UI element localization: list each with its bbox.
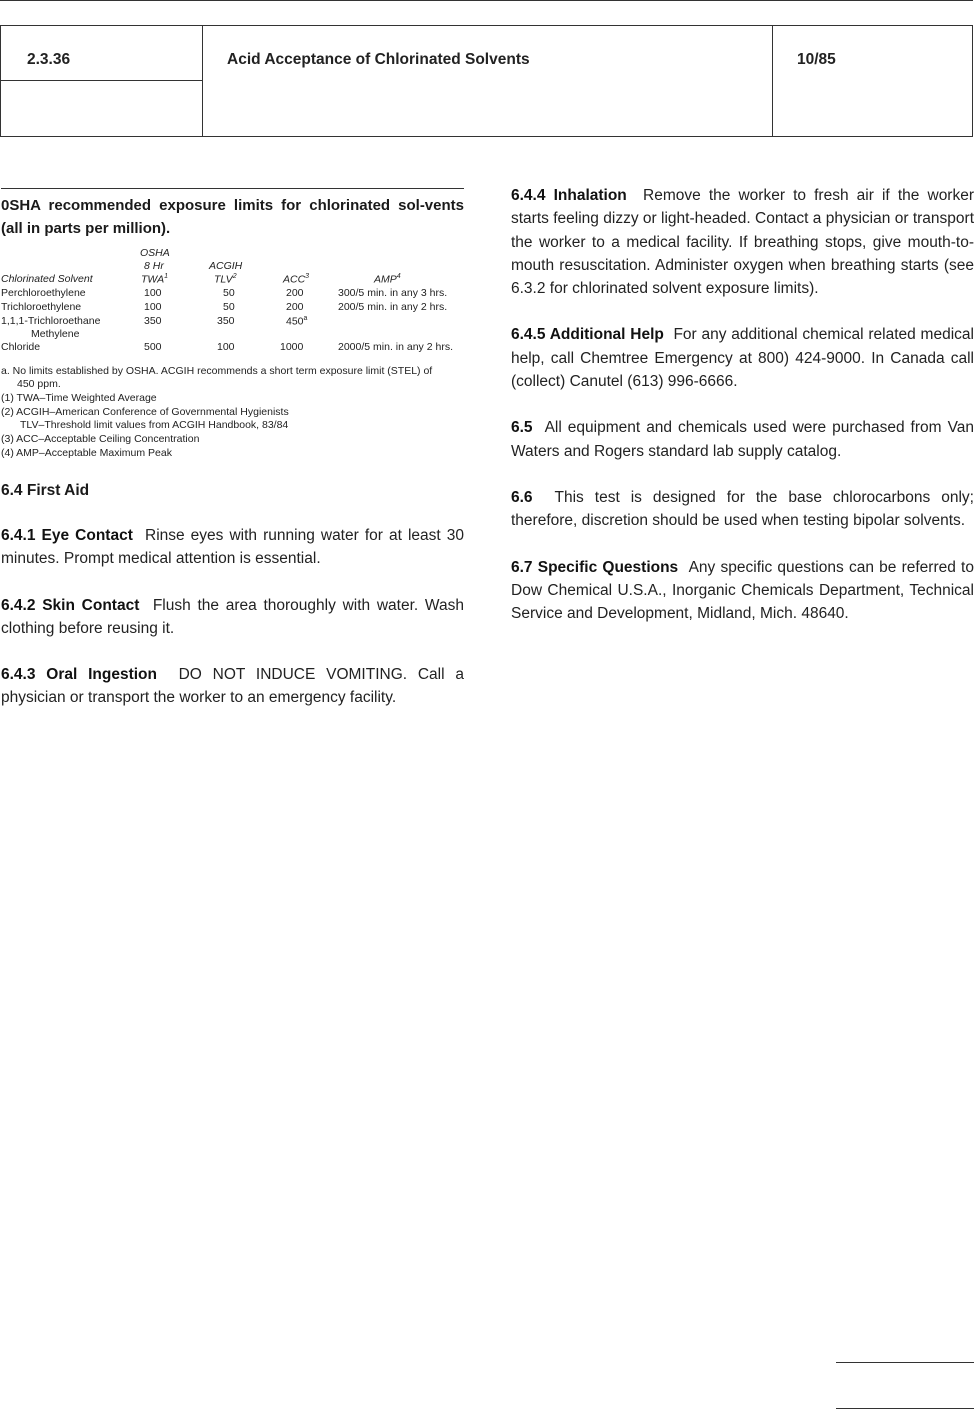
section-6-4-2 — [1, 594, 464, 641]
table-row-3-acc — [286, 315, 307, 328]
section-6-6-label: 6.6 — [511, 488, 533, 506]
table-note-2: (2) ACGIH–American Conference of Governmental Hygienists — [1, 406, 289, 418]
col-osha-line1: OSHA — [140, 247, 170, 259]
section-6-7 — [511, 556, 974, 626]
section-6-4-1-text: Rinse eyes with running water for at least 30 minutes. Prompt medical attention is essential. — [1, 527, 465, 568]
table-row-4-tlv: 100 — [217, 341, 235, 353]
exposure-table — [1, 240, 464, 458]
header-rule-upper — [0, 25, 973, 26]
footer-rule-1 — [836, 1362, 974, 1363]
table-row-1-twa: 100 — [144, 287, 162, 299]
section-6-7-label: 6.7 Specific Questions — [511, 558, 679, 576]
table-row-3-tlv: 350 — [217, 315, 235, 327]
table-note-3: (3) ACC–Acceptable Ceiling Concentration — [1, 433, 200, 445]
col-twa — [141, 273, 168, 286]
table-note-2-cont: TLV–Threshold limit values from ACGIH Handbook, 83/84 — [20, 419, 289, 431]
col-twa-label: TWA — [141, 273, 165, 286]
col-tlv-label: TLV — [214, 273, 233, 286]
table-row-3-acc-sup: a — [303, 315, 308, 322]
section-6-4-heading: 6.4 First Aid — [1, 482, 90, 499]
table-row-1-solvent: Perchloroethylene — [1, 287, 86, 299]
document-title: Acid Acceptance of Chlorinated Solvents — [227, 51, 530, 68]
col-amp — [374, 273, 401, 286]
section-6-4-5-label: 6.4.5 Additional Help — [511, 326, 664, 344]
section-6-6-text: This test is designed for the base chlorocarbons only; therefore, discretion should be used when testing bipolar solvents. — [511, 488, 974, 530]
col-acc-label: ACC — [283, 273, 306, 286]
section-6-4-3-text: DO NOT INDUCE VOMITING. Call a physician or transport the worker to an emergency facility. — [1, 666, 464, 707]
table-row-4-solvent: Chloride — [1, 341, 41, 353]
section-6-4-4-label: 6.4.4 Inhalation — [511, 187, 627, 204]
header-divider-2 — [772, 25, 773, 137]
col-amp-sup: 4 — [396, 273, 401, 280]
col-acgih-line1: ACGIH — [209, 260, 243, 272]
table-row-3-solvent: 1,1,1-Trichloroethane — [1, 315, 101, 327]
table-row-2-tlv: 50 — [223, 301, 235, 313]
header-rule-right — [972, 25, 973, 137]
header-section-rule — [0, 80, 202, 81]
section-6-6 — [511, 486, 974, 533]
col-solvent: Chlorinated Solvent — [1, 273, 93, 285]
table-note-a: a. No limits established by OSHA. ACGIH recommends a short term exposure limit (STEL) of — [1, 365, 433, 377]
table-row-1-amp: 300/5 min. in any 3 hrs. — [338, 287, 448, 299]
section-6-4-3 — [1, 663, 464, 710]
table-row-1-tlv: 50 — [223, 287, 235, 299]
section-number: 2.3.36 — [27, 51, 71, 68]
header-rule-bottom — [0, 136, 973, 137]
section-6-4-1-label: 6.4.1 Eye Contact — [1, 527, 133, 544]
section-6-4-1 — [1, 524, 464, 571]
col-tlv-sup: 2 — [232, 273, 237, 280]
table-row-4-solvent-line1: Methylene — [31, 328, 80, 340]
col-amp-label: AMP — [374, 273, 397, 286]
section-6-5 — [511, 416, 974, 463]
table-row-3-twa: 350 — [144, 315, 162, 327]
revision-date: 10/85 — [797, 51, 836, 68]
section-6-4-4-text: Remove the worker to fresh air if the worker starts feeling dizzy or light-headed. Contact a physician or transport the worker to a medical facility. If breathing stops, give mouth-to-mouth resuscitation. Administer oxygen when breathing starts (see 6.3.2 for chlorinated solvent exposure limits). — [511, 187, 974, 298]
col-acc — [283, 273, 309, 286]
section-6-4-3-label: 6.4.3 Oral Ingestion — [1, 666, 157, 684]
table-row-2-twa: 100 — [144, 301, 162, 313]
table-row-2-acc: 200 — [286, 301, 304, 313]
section-6-4-4 — [511, 184, 974, 300]
table-row-4-acc: 1000 — [280, 341, 304, 353]
col-osha-line2: 8 Hr — [144, 260, 164, 272]
header-divider-1 — [202, 25, 203, 137]
col-acc-sup: 3 — [305, 273, 310, 280]
header-rule-left — [0, 25, 1, 137]
left-column — [1, 188, 464, 710]
col-twa-sup: 1 — [164, 273, 169, 280]
section-6-4-2-text: Flush the area thoroughly with water. Wash clothing before reusing it. — [1, 596, 464, 637]
table-row-2-solvent: Trichloroethylene — [1, 301, 82, 313]
table-row-4-amp: 2000/5 min. in any 2 hrs. — [338, 341, 453, 353]
section-6-7-text: Any specific questions can be referred to Dow Chemical U.S.A., Inorganic Chemicals Department, Technical Service and Development, Midland, Mich. 48640. — [511, 558, 974, 623]
table-row-4-twa: 500 — [144, 341, 162, 353]
section-6-5-text: All equipment and chemicals used were purchased from Van Waters and Rogers standard lab supply catalog. — [511, 419, 974, 460]
table-note-4: (4) AMP–Acceptable Maximum Peak — [1, 447, 172, 459]
section-6-4-5 — [511, 323, 974, 393]
header-rule-top — [0, 0, 973, 1]
table-note-a-cont: 450 ppm. — [17, 378, 61, 390]
section-6-5-label: 6.5 — [511, 419, 533, 437]
page-header — [0, 0, 973, 137]
table-row-1-acc: 200 — [286, 287, 304, 299]
exposure-table-title: 0SHA recommended exposure limits for chlorinated sol-vents (all in parts per million). — [1, 188, 464, 240]
table-row-2-amp: 200/5 min. in any 2 hrs. — [338, 301, 448, 313]
section-6-4-5-text: For any additional chemical related medical help, call Chemtree Emergency at 800) 424-9000. In Canada call (collect) Canutel (613) 996-6666. — [511, 326, 974, 391]
section-6-4-2-label: 6.4.2 Skin Contact — [1, 596, 140, 614]
table-row-3-acc-value: 450 — [286, 315, 304, 328]
col-tlv — [214, 273, 237, 286]
right-column — [511, 184, 974, 625]
table-note-1: (1) TWA–Time Weighted Average — [1, 392, 157, 404]
